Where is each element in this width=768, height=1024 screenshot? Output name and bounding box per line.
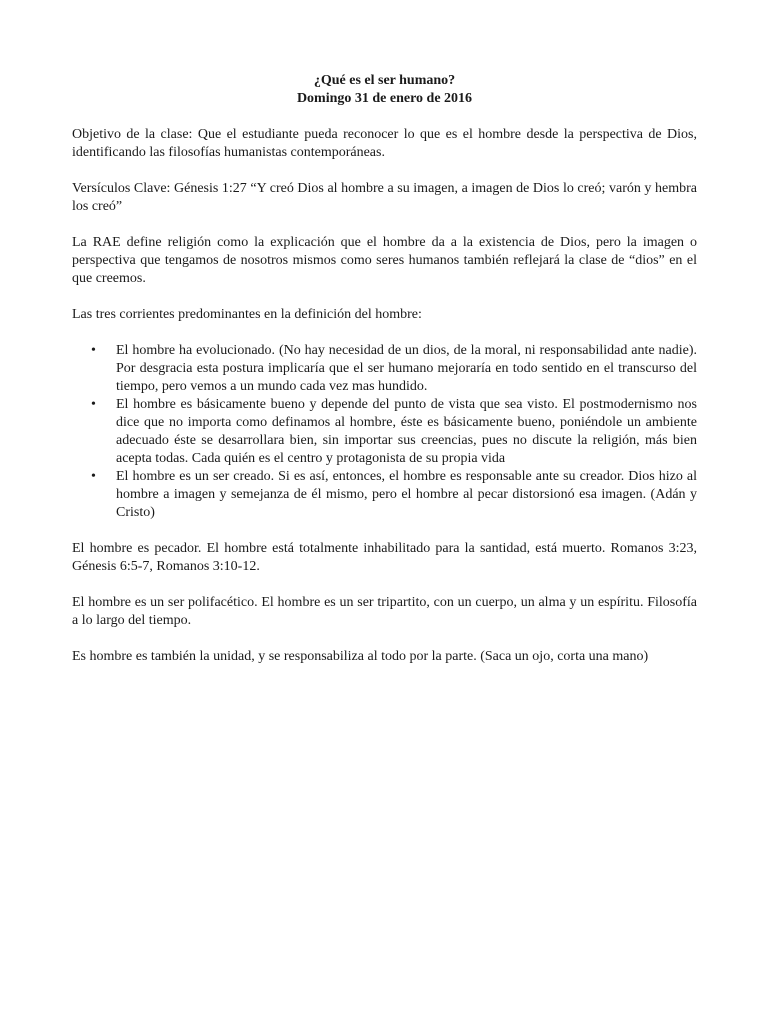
objective-paragraph: Objetivo de la clase: Que el estudiante pueda reconocer lo que es el hombre desde la perspectiva de Dios, identificando las filosofías humanistas contemporáneas.	[72, 127, 697, 160]
document-title: ¿Qué es el ser humano?	[313, 73, 456, 88]
spacer	[72, 162, 697, 180]
spacer	[72, 630, 697, 648]
spacer	[72, 108, 697, 126]
multifaceted-paragraph: El hombre es un ser polifacético. El hombre es un ser tripartito, con un cuerpo, un alma y un espíritu. Filosofía a lo largo del tiempo.	[72, 595, 697, 628]
bullet-icon: •	[91, 397, 96, 412]
currents-intro: Las tres corrientes predominantes en la definición del hombre:	[72, 307, 422, 322]
list-item	[72, 468, 697, 522]
list-item-text: El hombre ha evolucionado. (No hay necesidad de un dios, de la moral, ni responsabilidad ante nadie). Por desgracia esta postura implicaría que el ser humano mejoraría en todo sentido en el transcurso del tiempo, pero vemos a un mundo cada vez mas hundido.	[116, 343, 697, 394]
unity-paragraph: Es hombre es también la unidad, y se responsabiliza al todo por la parte. (Saca un ojo, corta una mano)	[72, 649, 649, 664]
sinner-paragraph: El hombre es pecador. El hombre está totalmente inhabilitado para la santidad, está muerto. Romanos 3:23, Génesis 6:5-7, Romanos 3:10-12.	[72, 541, 697, 574]
spacer	[72, 216, 697, 234]
document-date: Domingo 31 de enero de 2016	[296, 91, 473, 106]
list-item-text: El hombre es básicamente bueno y depende del punto de vista que sea visto. El postmodernismo nos dice que no importa como definamos al hombre, éste es básicamente bueno, poniéndole un ambiente adecuado éste se desarrollara bien, sin importar sus creencias, pues no discute la religión, más bien acepta todas. Cada quién es el centro y protagonista de su propia vida	[116, 397, 697, 466]
bullet-icon: •	[91, 469, 96, 484]
spacer	[72, 288, 697, 306]
list-item	[72, 396, 697, 468]
spacer	[72, 576, 697, 594]
spacer	[72, 324, 697, 342]
list-item	[72, 342, 697, 396]
currents-list	[72, 342, 697, 522]
rae-paragraph: La RAE define religión como la explicación que el hombre da a la existencia de Dios, pero la imagen o perspectiva que tengamos de nosotros mismos como seres humanos también reflejará la clase de “dios” en el que creemos.	[72, 235, 697, 286]
spacer	[72, 522, 697, 540]
document-page	[72, 72, 697, 666]
bullet-icon: •	[91, 343, 96, 358]
key-verses-paragraph: Versículos Clave: Génesis 1:27 “Y creó Dios al hombre a su imagen, a imagen de Dios lo creó; varón y hembra los creó”	[72, 181, 697, 214]
list-item-text: El hombre es un ser creado. Si es así, entonces, el hombre es responsable ante su creador. Dios hizo al hombre a imagen y semejanza de él mismo, pero el hombre al pecar distorsionó esa imagen. (Adán y Cristo)	[116, 469, 697, 520]
